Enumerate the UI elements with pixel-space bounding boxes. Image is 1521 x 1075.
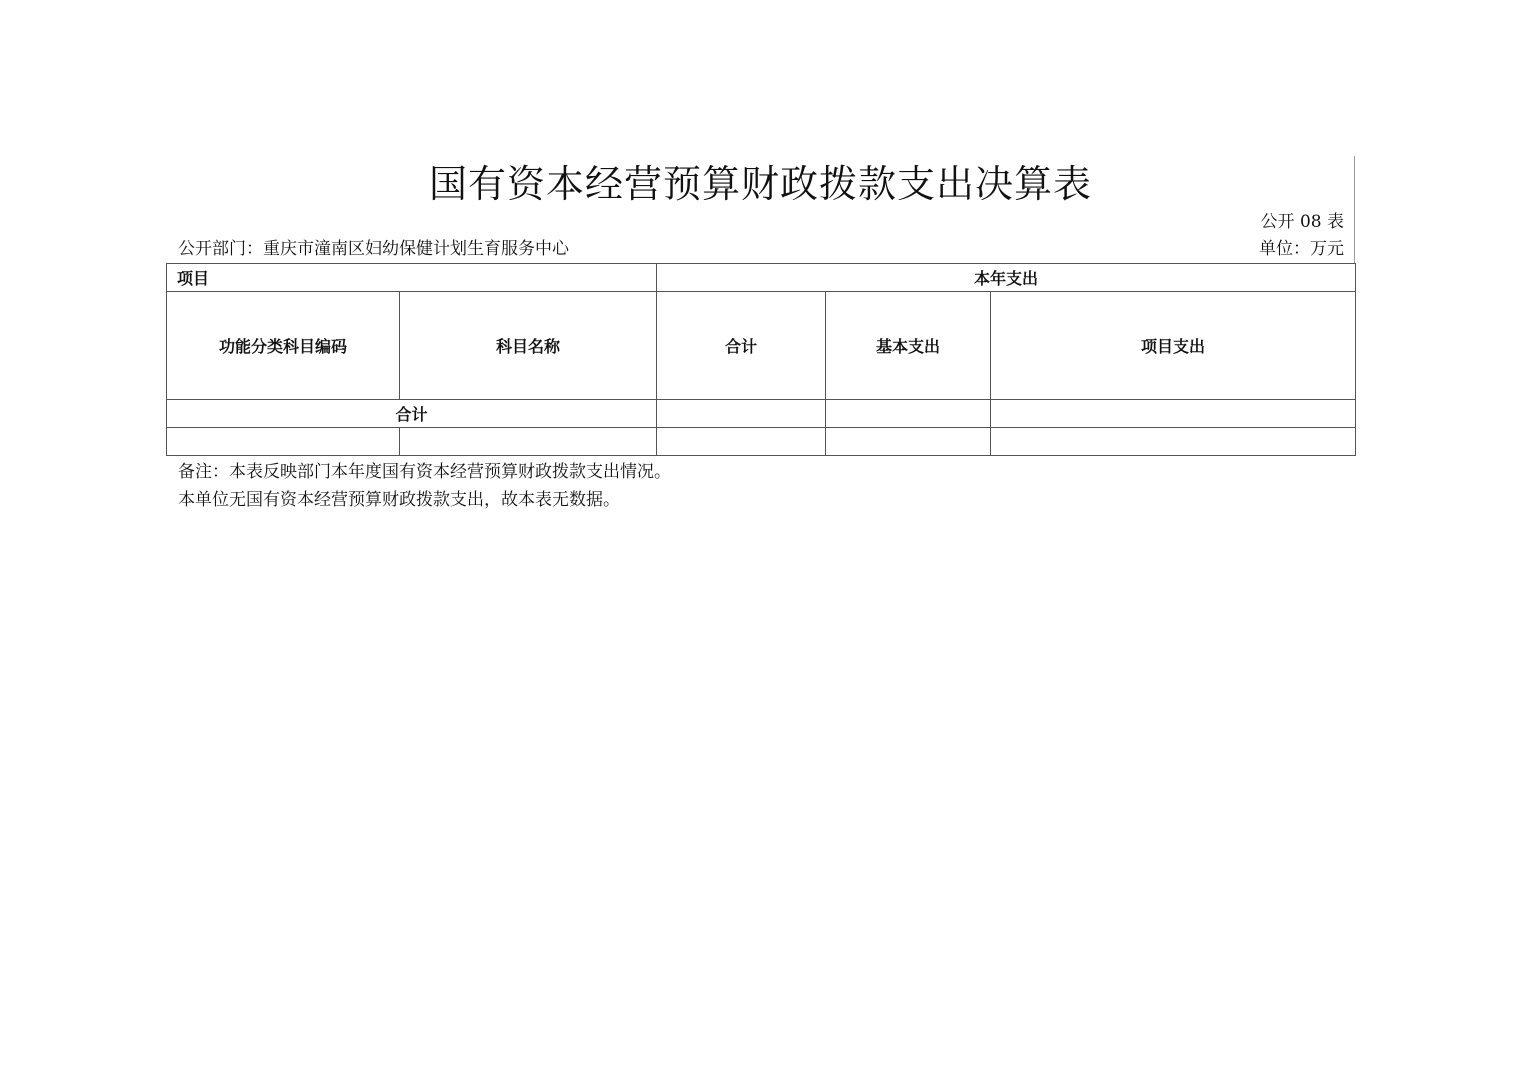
total-row [167, 400, 1356, 428]
header-project: 项目 [167, 264, 657, 292]
header-subject-name: 科目名称 [400, 292, 657, 400]
note-line-2: 本单位无国有资本经营预算财政拨款支出，故本表无数据。 [178, 490, 620, 510]
row-subject-name [400, 428, 657, 456]
total-row-label: 合计 [167, 400, 657, 428]
header-project-expense: 项目支出 [991, 292, 1356, 400]
table-row [167, 428, 1356, 456]
expense-table [166, 263, 1356, 456]
header-code: 功能分类科目编码 [167, 292, 400, 400]
notes [178, 458, 671, 514]
header-basic-expense: 基本支出 [826, 292, 991, 400]
document-title: 国有资本经营预算财政拨款支出决算表 [428, 162, 1092, 206]
note-line-1: 备注：本表反映部门本年度国有资本经营预算财政拨款支出情况。 [178, 462, 671, 482]
row-basic-expense [826, 428, 991, 456]
total-row-total [657, 400, 826, 428]
row-total [657, 428, 826, 456]
table-header-row [167, 264, 1356, 292]
header-current-year-expense: 本年支出 [657, 264, 1356, 292]
total-row-basic [826, 400, 991, 428]
unit-label: 单位：万元 [1259, 239, 1344, 259]
total-row-project [991, 400, 1356, 428]
row-project-expense [991, 428, 1356, 456]
department-label: 公开部门：重庆市潼南区妇幼保健计划生育服务中心 [178, 239, 569, 259]
form-number: 公开 08 表 [1260, 212, 1344, 232]
row-code [167, 428, 400, 456]
header-total: 合计 [657, 292, 826, 400]
table-subheader-row [167, 292, 1356, 400]
